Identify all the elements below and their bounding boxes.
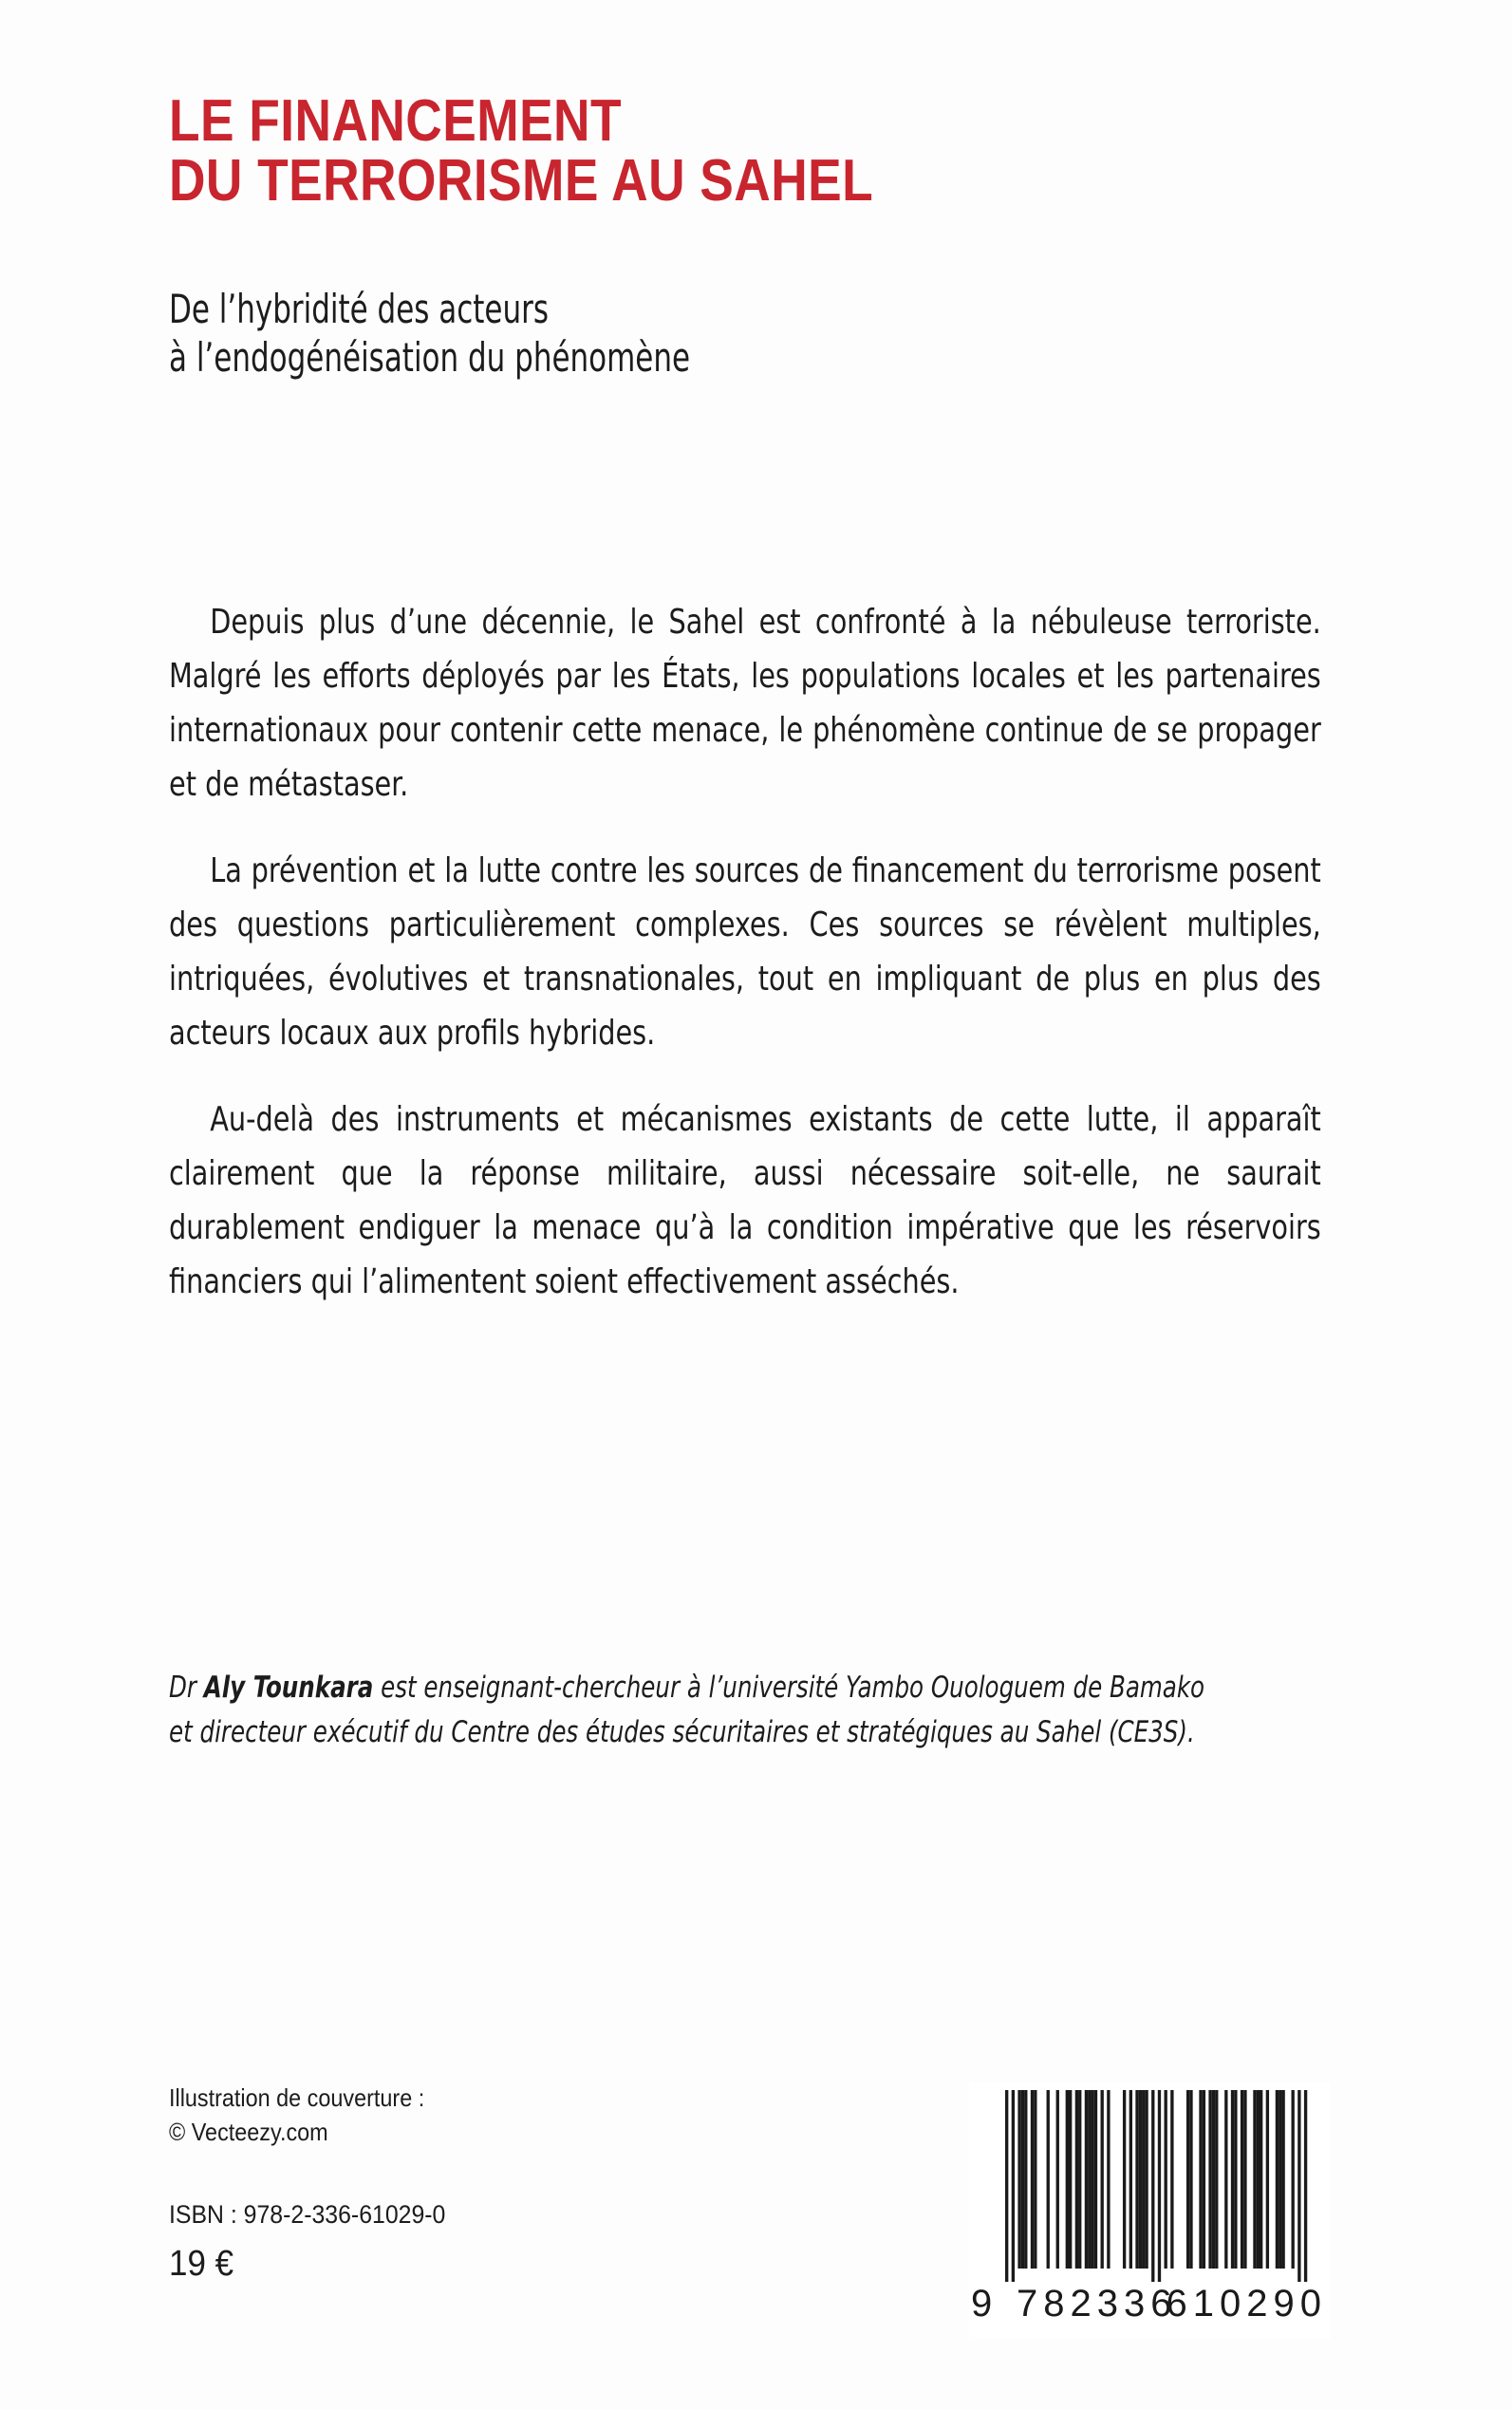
back-cover-blurb [169,595,1322,1309]
author-bio-line-1 [169,1666,1205,1710]
author-bio-line-2: et directeur exécutif du Centre des études sécuritaires et stratégiques au Sahel (CE3S). [169,1715,1195,1749]
cover-footer [0,2069,1512,2354]
blurb-paragraph-1 [169,595,1321,812]
author-bio-prefix: Dr [169,1671,204,1705]
illustration-credit-line-1: Illustration de couverture : [169,2083,425,2112]
blurb-paragraph-3 [169,1092,1321,1309]
author-bio [169,1666,1336,1755]
title-line-2: DU TERRORISME AU SAHEL [169,148,874,215]
title-line-1: LE FINANCEMENT [169,88,623,154]
illustration-credit [169,2081,453,2149]
ean13-barcode [969,2082,1330,2339]
barcode-digits-group-1: 782336 [1017,2283,1178,2325]
author-bio-line-1-rest: est enseignant-chercheur à l’université Yambo Ouologuem de Bamako [373,1671,1205,1705]
book-title [169,88,1336,215]
blurb-paragraph-1-text: Depuis plus d’une décennie, le Sahel est confronté à la nébuleuse terroriste. Malgré les efforts déployés par les États, les populations locales et les partenaires internationaux pour contenir cette menace, le phénomène continue de se propager et de métastaser. [169,603,1321,804]
isbn-and-price [169,2196,470,2288]
blurb-paragraph-2 [169,844,1321,1060]
blurb-paragraph-3-text: Au-delà des instruments et mécanismes existants de cette lutte, il apparaît clairement que la réponse militaire, aussi nécessaire soit-elle, ne saurait durablement endiguer la menace qu’à la condition impérative que les réservoirs financiers qui l’alimentent soient effectivement asséchés. [169,1100,1321,1301]
book-subtitle [169,285,1336,382]
price-text: 19 € [169,2244,234,2284]
subtitle-line-2: à l’endogénéisation du phénomène [169,334,691,382]
barcode-digits-group-2: 610290 [1166,2283,1327,2325]
author-name: Aly Tounkara [203,1671,374,1705]
barcode-icon [969,2082,1330,2339]
subtitle-line-1: De l’hybridité des acteurs [169,286,550,332]
illustration-credit-line-2: © Vecteezy.com [169,2118,328,2146]
isbn-text: ISBN : 978-2-336-61029-0 [169,2200,446,2229]
blurb-paragraph-2-text: La prévention et la lutte contre les sources de financement du terrorisme posent des questions particulièrement complexes. Ces sources se révèlent multiples, intriquées, évolutives et transnationales, tout en impliquant de plus en plus des acteurs locaux aux profils hybrides. [169,851,1321,1053]
barcode-digit-left: 9 [971,2283,993,2325]
